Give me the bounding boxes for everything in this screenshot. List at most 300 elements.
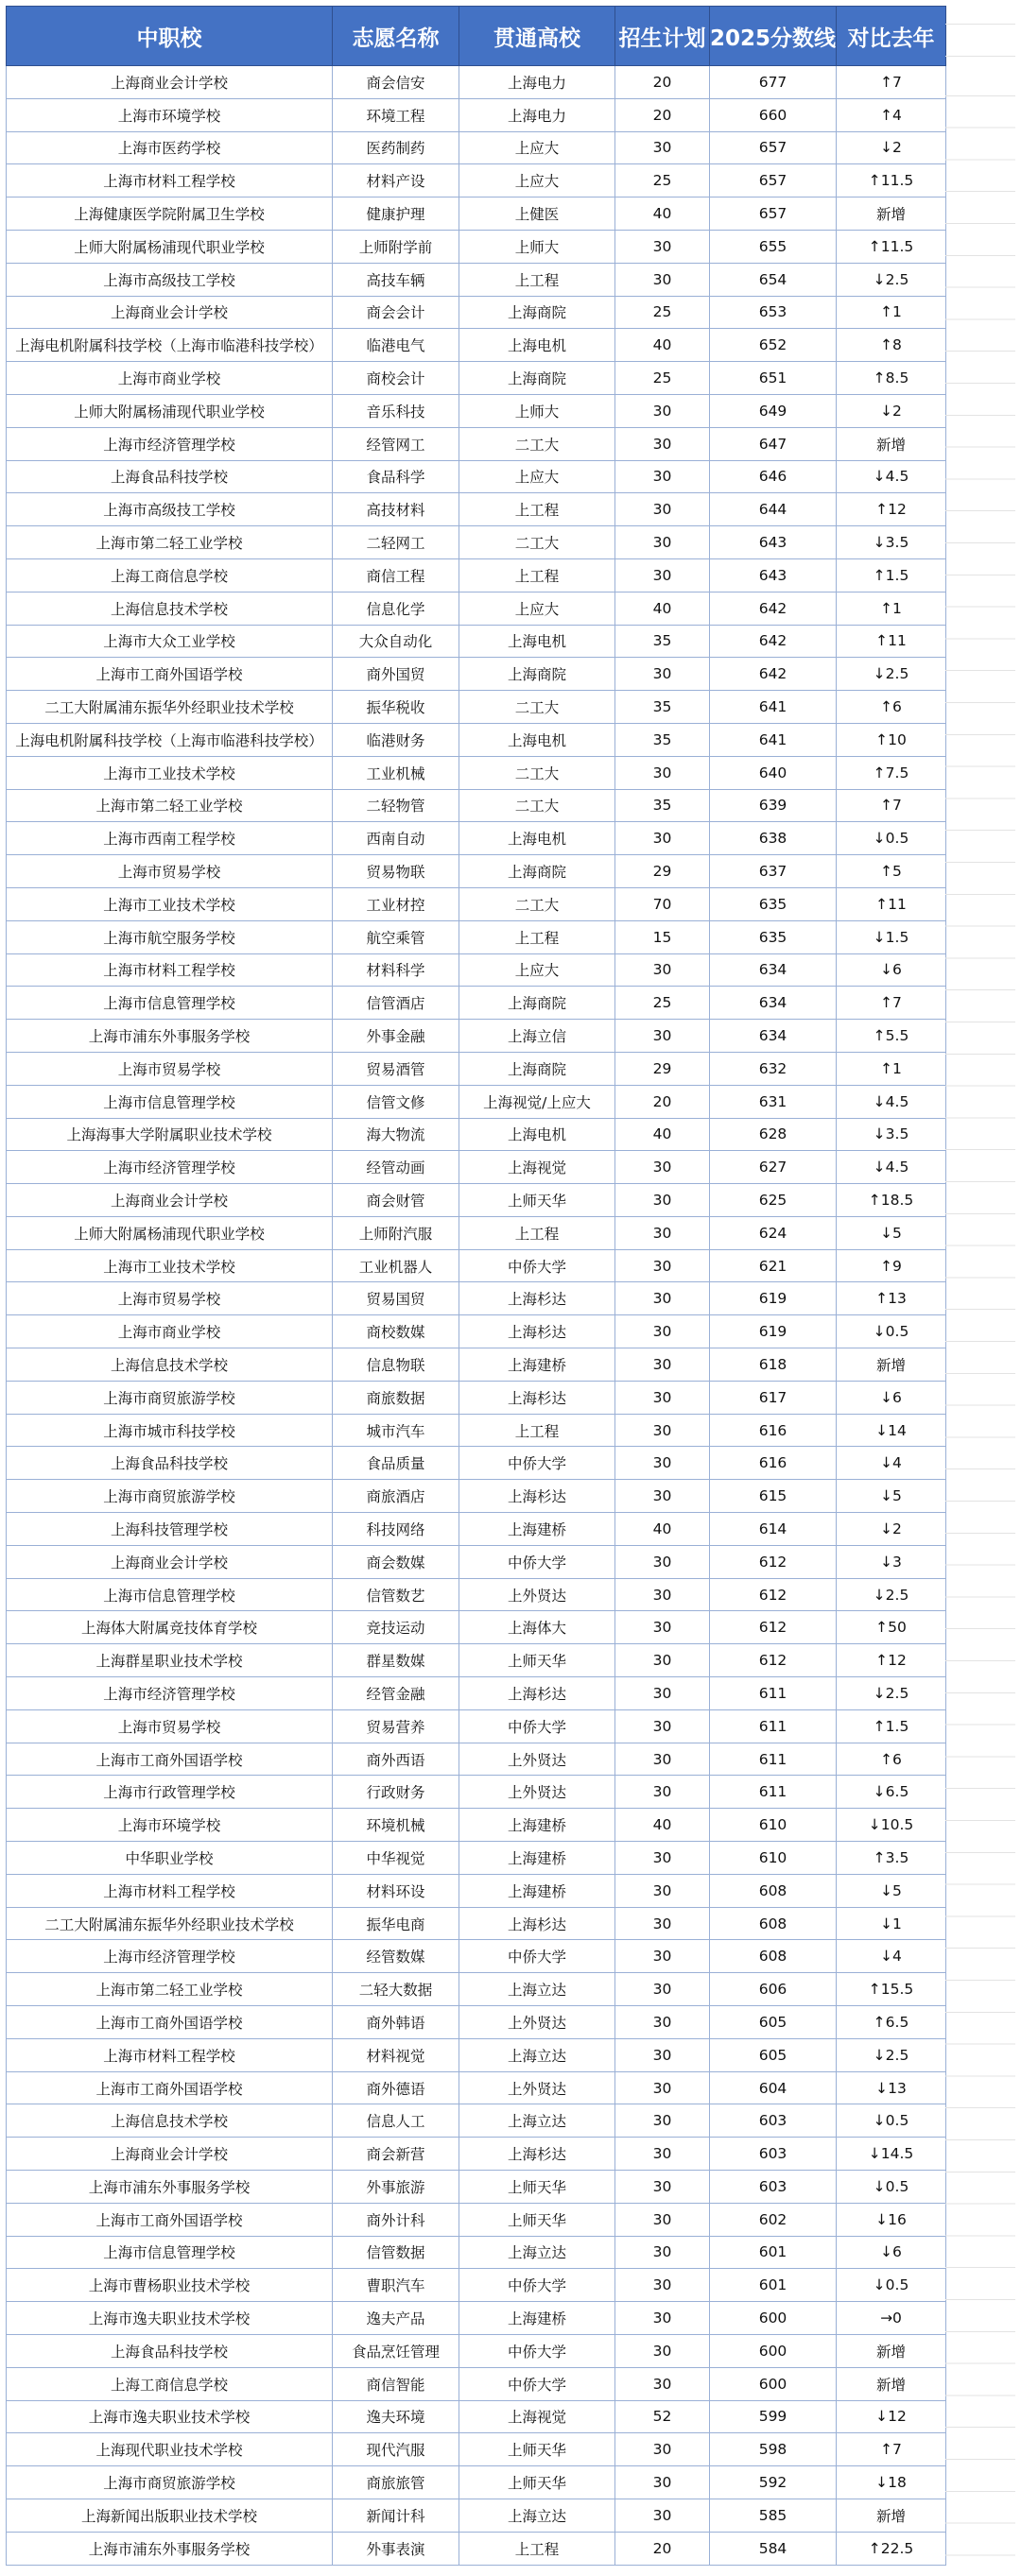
cell-school: 上海电机附属科技学校（上海市临港科技学校） (7, 723, 333, 756)
cell-university: 二工大 (459, 691, 615, 724)
cell-score: 653 (710, 296, 837, 329)
cell-school: 上海市高级技工学校 (7, 263, 333, 296)
cell-school: 上海市逸夫职业技术学校 (7, 2302, 333, 2335)
cell-university: 二工大 (459, 789, 615, 822)
cell-change: ↑8 (837, 329, 946, 362)
cell-change: ↓6 (837, 2236, 946, 2269)
table-row (7, 1216, 946, 1249)
cell-program: 外事金融 (333, 1020, 459, 1053)
cell-change: ↑11.5 (837, 230, 946, 263)
cell-score: 608 (710, 1940, 837, 1973)
cell-quota: 40 (615, 1118, 710, 1151)
cell-university: 上海建桥 (459, 1513, 615, 1546)
cell-quota: 30 (615, 493, 710, 526)
cell-university: 上师天华 (459, 2466, 615, 2499)
cell-score: 603 (710, 2171, 837, 2204)
cell-university: 上海商院 (459, 987, 615, 1020)
cell-score: 624 (710, 1216, 837, 1249)
cell-school: 上海体大附属竞技体育学校 (7, 1611, 333, 1644)
cell-university: 上海电机 (459, 1118, 615, 1151)
cell-school: 上师大附属杨浦现代职业学校 (7, 230, 333, 263)
cell-score: 628 (710, 1118, 837, 1151)
cell-score: 634 (710, 953, 837, 987)
table-row (7, 329, 946, 362)
table-row (7, 1282, 946, 1315)
cell-score: 634 (710, 1020, 837, 1053)
cell-school: 上海市贸易学校 (7, 1052, 333, 1085)
cell-quota: 30 (615, 2171, 710, 2204)
table-row (7, 1973, 946, 2006)
cell-program: 食品科学 (333, 460, 459, 493)
cell-university: 中侨大学 (459, 2367, 615, 2400)
table-row (7, 1315, 946, 1348)
cell-school: 上海市工商外国语学校 (7, 2203, 333, 2236)
cell-university: 上应大 (459, 131, 615, 164)
table-row (7, 1085, 946, 1118)
cell-quota: 30 (615, 2138, 710, 2171)
cell-quota: 30 (615, 1578, 710, 1611)
cell-score: 631 (710, 1085, 837, 1118)
cell-program: 贸易酒管 (333, 1052, 459, 1085)
score-table-container (6, 6, 945, 2566)
cell-quota: 25 (615, 987, 710, 1020)
cell-quota: 52 (615, 2400, 710, 2433)
cell-program: 材料环设 (333, 1874, 459, 1907)
cell-score: 605 (710, 2006, 837, 2039)
cell-quota: 30 (615, 2236, 710, 2269)
cell-score: 625 (710, 1184, 837, 1217)
cell-change: ↑5 (837, 855, 946, 888)
cell-program: 经管网工 (333, 427, 459, 460)
table-row (7, 2532, 946, 2565)
cell-program: 临港财务 (333, 723, 459, 756)
cell-quota: 30 (615, 1184, 710, 1217)
cell-university: 上海电力 (459, 66, 615, 99)
cell-change: ↑11 (837, 625, 946, 658)
cell-quota: 15 (615, 920, 710, 953)
cell-program: 健康护理 (333, 197, 459, 231)
cell-change: ↓3.5 (837, 526, 946, 559)
table-row (7, 1809, 946, 1842)
cell-university: 上海杉达 (459, 2138, 615, 2171)
table-row (7, 1644, 946, 1677)
table-row (7, 197, 946, 231)
cell-program: 科技网络 (333, 1513, 459, 1546)
cell-score: 640 (710, 756, 837, 789)
table-row (7, 2334, 946, 2367)
cell-school: 二工大附属浦东振华外经职业技术学校 (7, 1907, 333, 1940)
cell-school: 上海市医药学校 (7, 131, 333, 164)
cell-school: 上师大附属杨浦现代职业学校 (7, 394, 333, 427)
cell-school: 上海市材料工程学校 (7, 1874, 333, 1907)
table-row (7, 558, 946, 592)
cell-program: 振华税收 (333, 691, 459, 724)
cell-school: 上海市城市科技学校 (7, 1414, 333, 1447)
cell-university: 上海立达 (459, 2499, 615, 2532)
cell-university: 上师天华 (459, 1184, 615, 1217)
cell-score: 619 (710, 1315, 837, 1348)
cell-school: 上海市环境学校 (7, 98, 333, 131)
cell-school: 上海市材料工程学校 (7, 953, 333, 987)
cell-university: 上应大 (459, 164, 615, 197)
cell-change: ↑7 (837, 66, 946, 99)
table-row (7, 1249, 946, 1282)
cell-score: 641 (710, 723, 837, 756)
cell-school: 上海新闻出版职业技术学校 (7, 2499, 333, 2532)
cell-change: ↓2 (837, 1513, 946, 1546)
cell-program: 经管金融 (333, 1677, 459, 1710)
cell-university: 上海杉达 (459, 1677, 615, 1710)
cell-score: 660 (710, 98, 837, 131)
sheet-gridlines (945, 6, 1015, 2568)
cell-school: 上海市材料工程学校 (7, 2038, 333, 2071)
cell-program: 外事表演 (333, 2532, 459, 2565)
cell-school: 上师大附属杨浦现代职业学校 (7, 1216, 333, 1249)
table-row (7, 1381, 946, 1414)
cell-school: 上海市材料工程学校 (7, 164, 333, 197)
cell-change: ↓2 (837, 131, 946, 164)
table-row (7, 1940, 946, 1973)
cell-score: 611 (710, 1743, 837, 1776)
cell-school: 上海商业会计学校 (7, 1545, 333, 1578)
table-row (7, 263, 946, 296)
cell-score: 612 (710, 1545, 837, 1578)
cell-program: 信管文修 (333, 1085, 459, 1118)
cell-program: 材料产设 (333, 164, 459, 197)
cell-score: 612 (710, 1644, 837, 1677)
cell-change: ↑1.5 (837, 1709, 946, 1743)
cell-score: 585 (710, 2499, 837, 2532)
cell-school: 上海商业会计学校 (7, 2138, 333, 2171)
header-change: 对比去年 (837, 7, 946, 66)
cell-quota: 30 (615, 2499, 710, 2532)
cell-university: 中侨大学 (459, 1709, 615, 1743)
cell-change: ↑9 (837, 1249, 946, 1282)
cell-program: 曹职汽车 (333, 2269, 459, 2302)
cell-quota: 25 (615, 296, 710, 329)
cell-program: 贸易国贸 (333, 1282, 459, 1315)
cell-university: 上海电机 (459, 723, 615, 756)
cell-school: 上海群星职业技术学校 (7, 1644, 333, 1677)
cell-score: 611 (710, 1677, 837, 1710)
cell-university: 上海电机 (459, 329, 615, 362)
cell-quota: 30 (615, 1545, 710, 1578)
cell-change: ↓12 (837, 2400, 946, 2433)
cell-score: 657 (710, 197, 837, 231)
cell-university: 中侨大学 (459, 2269, 615, 2302)
cell-change: ↑1 (837, 1052, 946, 1085)
cell-change: ↑1 (837, 296, 946, 329)
cell-score: 600 (710, 2334, 837, 2367)
cell-program: 环境机械 (333, 1809, 459, 1842)
cell-change: ↓14 (837, 1414, 946, 1447)
cell-quota: 29 (615, 855, 710, 888)
cell-score: 600 (710, 2302, 837, 2335)
cell-school: 上海工商信息学校 (7, 2367, 333, 2400)
cell-score: 615 (710, 1480, 837, 1513)
cell-university: 二工大 (459, 887, 615, 920)
cell-school: 上海食品科技学校 (7, 460, 333, 493)
cell-university: 上海杉达 (459, 1480, 615, 1513)
cell-school: 上海市商贸旅游学校 (7, 1480, 333, 1513)
cell-change: ↑7 (837, 789, 946, 822)
cell-school: 上海电机附属科技学校（上海市临港科技学校） (7, 329, 333, 362)
cell-change: ↓4 (837, 1447, 946, 1480)
cell-school: 上海市浦东外事服务学校 (7, 2171, 333, 2204)
cell-school: 上海市经济管理学校 (7, 427, 333, 460)
cell-program: 信息物联 (333, 1348, 459, 1382)
cell-university: 二工大 (459, 526, 615, 559)
cell-quota: 35 (615, 789, 710, 822)
table-row (7, 493, 946, 526)
cell-university: 中侨大学 (459, 1447, 615, 1480)
cell-university: 上应大 (459, 953, 615, 987)
cell-school: 上海市商贸旅游学校 (7, 1381, 333, 1414)
table-row (7, 2006, 946, 2039)
cell-school: 上海市工业技术学校 (7, 887, 333, 920)
table-row (7, 164, 946, 197)
cell-program: 医药制药 (333, 131, 459, 164)
table-row (7, 2499, 946, 2532)
cell-university: 上海建桥 (459, 1842, 615, 1875)
cell-university: 中侨大学 (459, 2334, 615, 2367)
table-row (7, 1677, 946, 1710)
cell-school: 上海市经济管理学校 (7, 1151, 333, 1184)
table-row (7, 2269, 946, 2302)
cell-program: 海大物流 (333, 1118, 459, 1151)
cell-score: 603 (710, 2104, 837, 2138)
cell-school: 上海市环境学校 (7, 1809, 333, 1842)
cell-quota: 30 (615, 1480, 710, 1513)
cell-program: 经管数媒 (333, 1940, 459, 1973)
cell-score: 618 (710, 1348, 837, 1382)
cell-score: 601 (710, 2236, 837, 2269)
cell-quota: 30 (615, 2433, 710, 2466)
cell-school: 上海市航空服务学校 (7, 920, 333, 953)
cell-quota: 70 (615, 887, 710, 920)
cell-score: 642 (710, 592, 837, 625)
cell-school: 上海市工商外国语学校 (7, 658, 333, 691)
cell-program: 航空乘管 (333, 920, 459, 953)
cell-school: 上海市经济管理学校 (7, 1940, 333, 1973)
cell-university: 上海体大 (459, 1611, 615, 1644)
cell-school: 上海市高级技工学校 (7, 493, 333, 526)
cell-program: 外事旅游 (333, 2171, 459, 2204)
cell-school: 上海信息技术学校 (7, 1348, 333, 1382)
cell-change: →0 (837, 2302, 946, 2335)
cell-university: 上工程 (459, 558, 615, 592)
cell-university: 上海视觉/上应大 (459, 1085, 615, 1118)
cell-quota: 30 (615, 427, 710, 460)
cell-score: 603 (710, 2138, 837, 2171)
cell-university: 上海视觉 (459, 2400, 615, 2433)
cell-program: 贸易营养 (333, 1709, 459, 1743)
cell-program: 商外计科 (333, 2203, 459, 2236)
cell-school: 上海商业会计学校 (7, 296, 333, 329)
table-row (7, 2104, 946, 2138)
table-row (7, 2236, 946, 2269)
table-header (7, 7, 946, 66)
table-row (7, 1578, 946, 1611)
cell-change: ↓0.5 (837, 2269, 946, 2302)
cell-quota: 30 (615, 1216, 710, 1249)
cell-quota: 40 (615, 592, 710, 625)
cell-program: 上师附学前 (333, 230, 459, 263)
cell-score: 641 (710, 691, 837, 724)
cell-quota: 30 (615, 1940, 710, 1973)
cell-program: 振华电商 (333, 1907, 459, 1940)
cell-university: 上师大 (459, 230, 615, 263)
cell-school: 上海食品科技学校 (7, 2334, 333, 2367)
cell-program: 音乐科技 (333, 394, 459, 427)
cell-quota: 30 (615, 953, 710, 987)
cell-quota: 30 (615, 1020, 710, 1053)
cell-score: 632 (710, 1052, 837, 1085)
cell-score: 614 (710, 1513, 837, 1546)
cell-school: 上海市西南工程学校 (7, 822, 333, 855)
cell-quota: 30 (615, 756, 710, 789)
cell-quota: 30 (615, 1874, 710, 1907)
cell-change: ↓2 (837, 394, 946, 427)
cell-quota: 30 (615, 1709, 710, 1743)
cell-school: 上海市工商外国语学校 (7, 2006, 333, 2039)
cell-university: 上工程 (459, 493, 615, 526)
cell-school: 上海市第二轻工业学校 (7, 789, 333, 822)
cell-score: 657 (710, 164, 837, 197)
cell-program: 食品质量 (333, 1447, 459, 1480)
cell-university: 上工程 (459, 263, 615, 296)
cell-change: 新增 (837, 1348, 946, 1382)
table-row (7, 1348, 946, 1382)
cell-score: 651 (710, 362, 837, 395)
cell-school: 上海市逸夫职业技术学校 (7, 2400, 333, 2433)
cell-program: 材料视觉 (333, 2038, 459, 2071)
table-row (7, 2138, 946, 2171)
cell-score: 635 (710, 887, 837, 920)
cell-quota: 30 (615, 1315, 710, 1348)
cell-quota: 30 (615, 1677, 710, 1710)
cell-change: ↓6 (837, 953, 946, 987)
cell-program: 城市汽车 (333, 1414, 459, 1447)
cell-score: 611 (710, 1776, 837, 1809)
cell-score: 642 (710, 625, 837, 658)
cell-change: ↓18 (837, 2466, 946, 2499)
cell-score: 619 (710, 1282, 837, 1315)
cell-university: 上海商院 (459, 1052, 615, 1085)
table-row (7, 2466, 946, 2499)
table-body (7, 66, 946, 2566)
cell-university: 上师大 (459, 394, 615, 427)
cell-school: 上海市工业技术学校 (7, 756, 333, 789)
cell-school: 上海市工商外国语学校 (7, 2071, 333, 2104)
table-row (7, 2171, 946, 2204)
table-row (7, 1052, 946, 1085)
cell-university: 上师天华 (459, 1644, 615, 1677)
cell-quota: 30 (615, 2104, 710, 2138)
cell-program: 商校会计 (333, 362, 459, 395)
cell-program: 二轻大数据 (333, 1973, 459, 2006)
cell-university: 上海立达 (459, 2104, 615, 2138)
cell-quota: 30 (615, 2269, 710, 2302)
cell-change: ↑5.5 (837, 1020, 946, 1053)
cell-score: 612 (710, 1578, 837, 1611)
cell-program: 商外德语 (333, 2071, 459, 2104)
cell-program: 信管酒店 (333, 987, 459, 1020)
cell-change: ↑18.5 (837, 1184, 946, 1217)
cell-score: 612 (710, 1611, 837, 1644)
table-row (7, 2071, 946, 2104)
cell-quota: 29 (615, 1052, 710, 1085)
cell-quota: 30 (615, 1776, 710, 1809)
cell-change: ↓2.5 (837, 658, 946, 691)
cell-score: 598 (710, 2433, 837, 2466)
cell-change: ↓1.5 (837, 920, 946, 953)
cell-change: ↓5 (837, 1216, 946, 1249)
cell-score: 610 (710, 1842, 837, 1875)
cell-change: ↑7 (837, 987, 946, 1020)
admission-score-table (6, 6, 946, 2566)
cell-school: 上海市信息管理学校 (7, 987, 333, 1020)
cell-school: 上海海事大学附属职业技术学校 (7, 1118, 333, 1151)
cell-school: 上海市浦东外事服务学校 (7, 1020, 333, 1053)
cell-school: 上海市大众工业学校 (7, 625, 333, 658)
cell-school: 中华职业学校 (7, 1842, 333, 1875)
cell-change: ↑6 (837, 691, 946, 724)
cell-program: 上师附汽服 (333, 1216, 459, 1249)
cell-score: 601 (710, 2269, 837, 2302)
table-row (7, 2203, 946, 2236)
cell-change: ↑15.5 (837, 1973, 946, 2006)
cell-university: 上海建桥 (459, 1348, 615, 1382)
cell-score: 592 (710, 2466, 837, 2499)
cell-score: 647 (710, 427, 837, 460)
table-row (7, 887, 946, 920)
cell-university: 上外贤达 (459, 1776, 615, 1809)
cell-score: 606 (710, 1973, 837, 2006)
cell-school: 二工大附属浦东振华外经职业技术学校 (7, 691, 333, 724)
cell-university: 上健医 (459, 197, 615, 231)
cell-school: 上海商业会计学校 (7, 66, 333, 99)
cell-change: ↓4.5 (837, 1085, 946, 1118)
cell-change: ↑50 (837, 1611, 946, 1644)
table-row (7, 230, 946, 263)
cell-change: ↑4 (837, 98, 946, 131)
cell-quota: 30 (615, 1249, 710, 1282)
header-quota: 招生计划 (615, 7, 710, 66)
cell-program: 逸夫环境 (333, 2400, 459, 2433)
cell-program: 工业机械 (333, 756, 459, 789)
table-row (7, 2367, 946, 2400)
cell-change: ↓14.5 (837, 2138, 946, 2171)
cell-school: 上海科技管理学校 (7, 1513, 333, 1546)
cell-program: 环境工程 (333, 98, 459, 131)
cell-change: ↓13 (837, 2071, 946, 2104)
cell-program: 临港电气 (333, 329, 459, 362)
cell-change: 新增 (837, 197, 946, 231)
table-row (7, 1184, 946, 1217)
table-row (7, 658, 946, 691)
cell-school: 上海市曹杨职业技术学校 (7, 2269, 333, 2302)
cell-school: 上海市工业技术学校 (7, 1249, 333, 1282)
cell-change: ↑7 (837, 2433, 946, 2466)
table-row (7, 131, 946, 164)
cell-university: 二工大 (459, 756, 615, 789)
cell-university: 上海杉达 (459, 1381, 615, 1414)
table-row (7, 362, 946, 395)
cell-change: 新增 (837, 2367, 946, 2400)
table-row (7, 296, 946, 329)
cell-program: 商外国贸 (333, 658, 459, 691)
